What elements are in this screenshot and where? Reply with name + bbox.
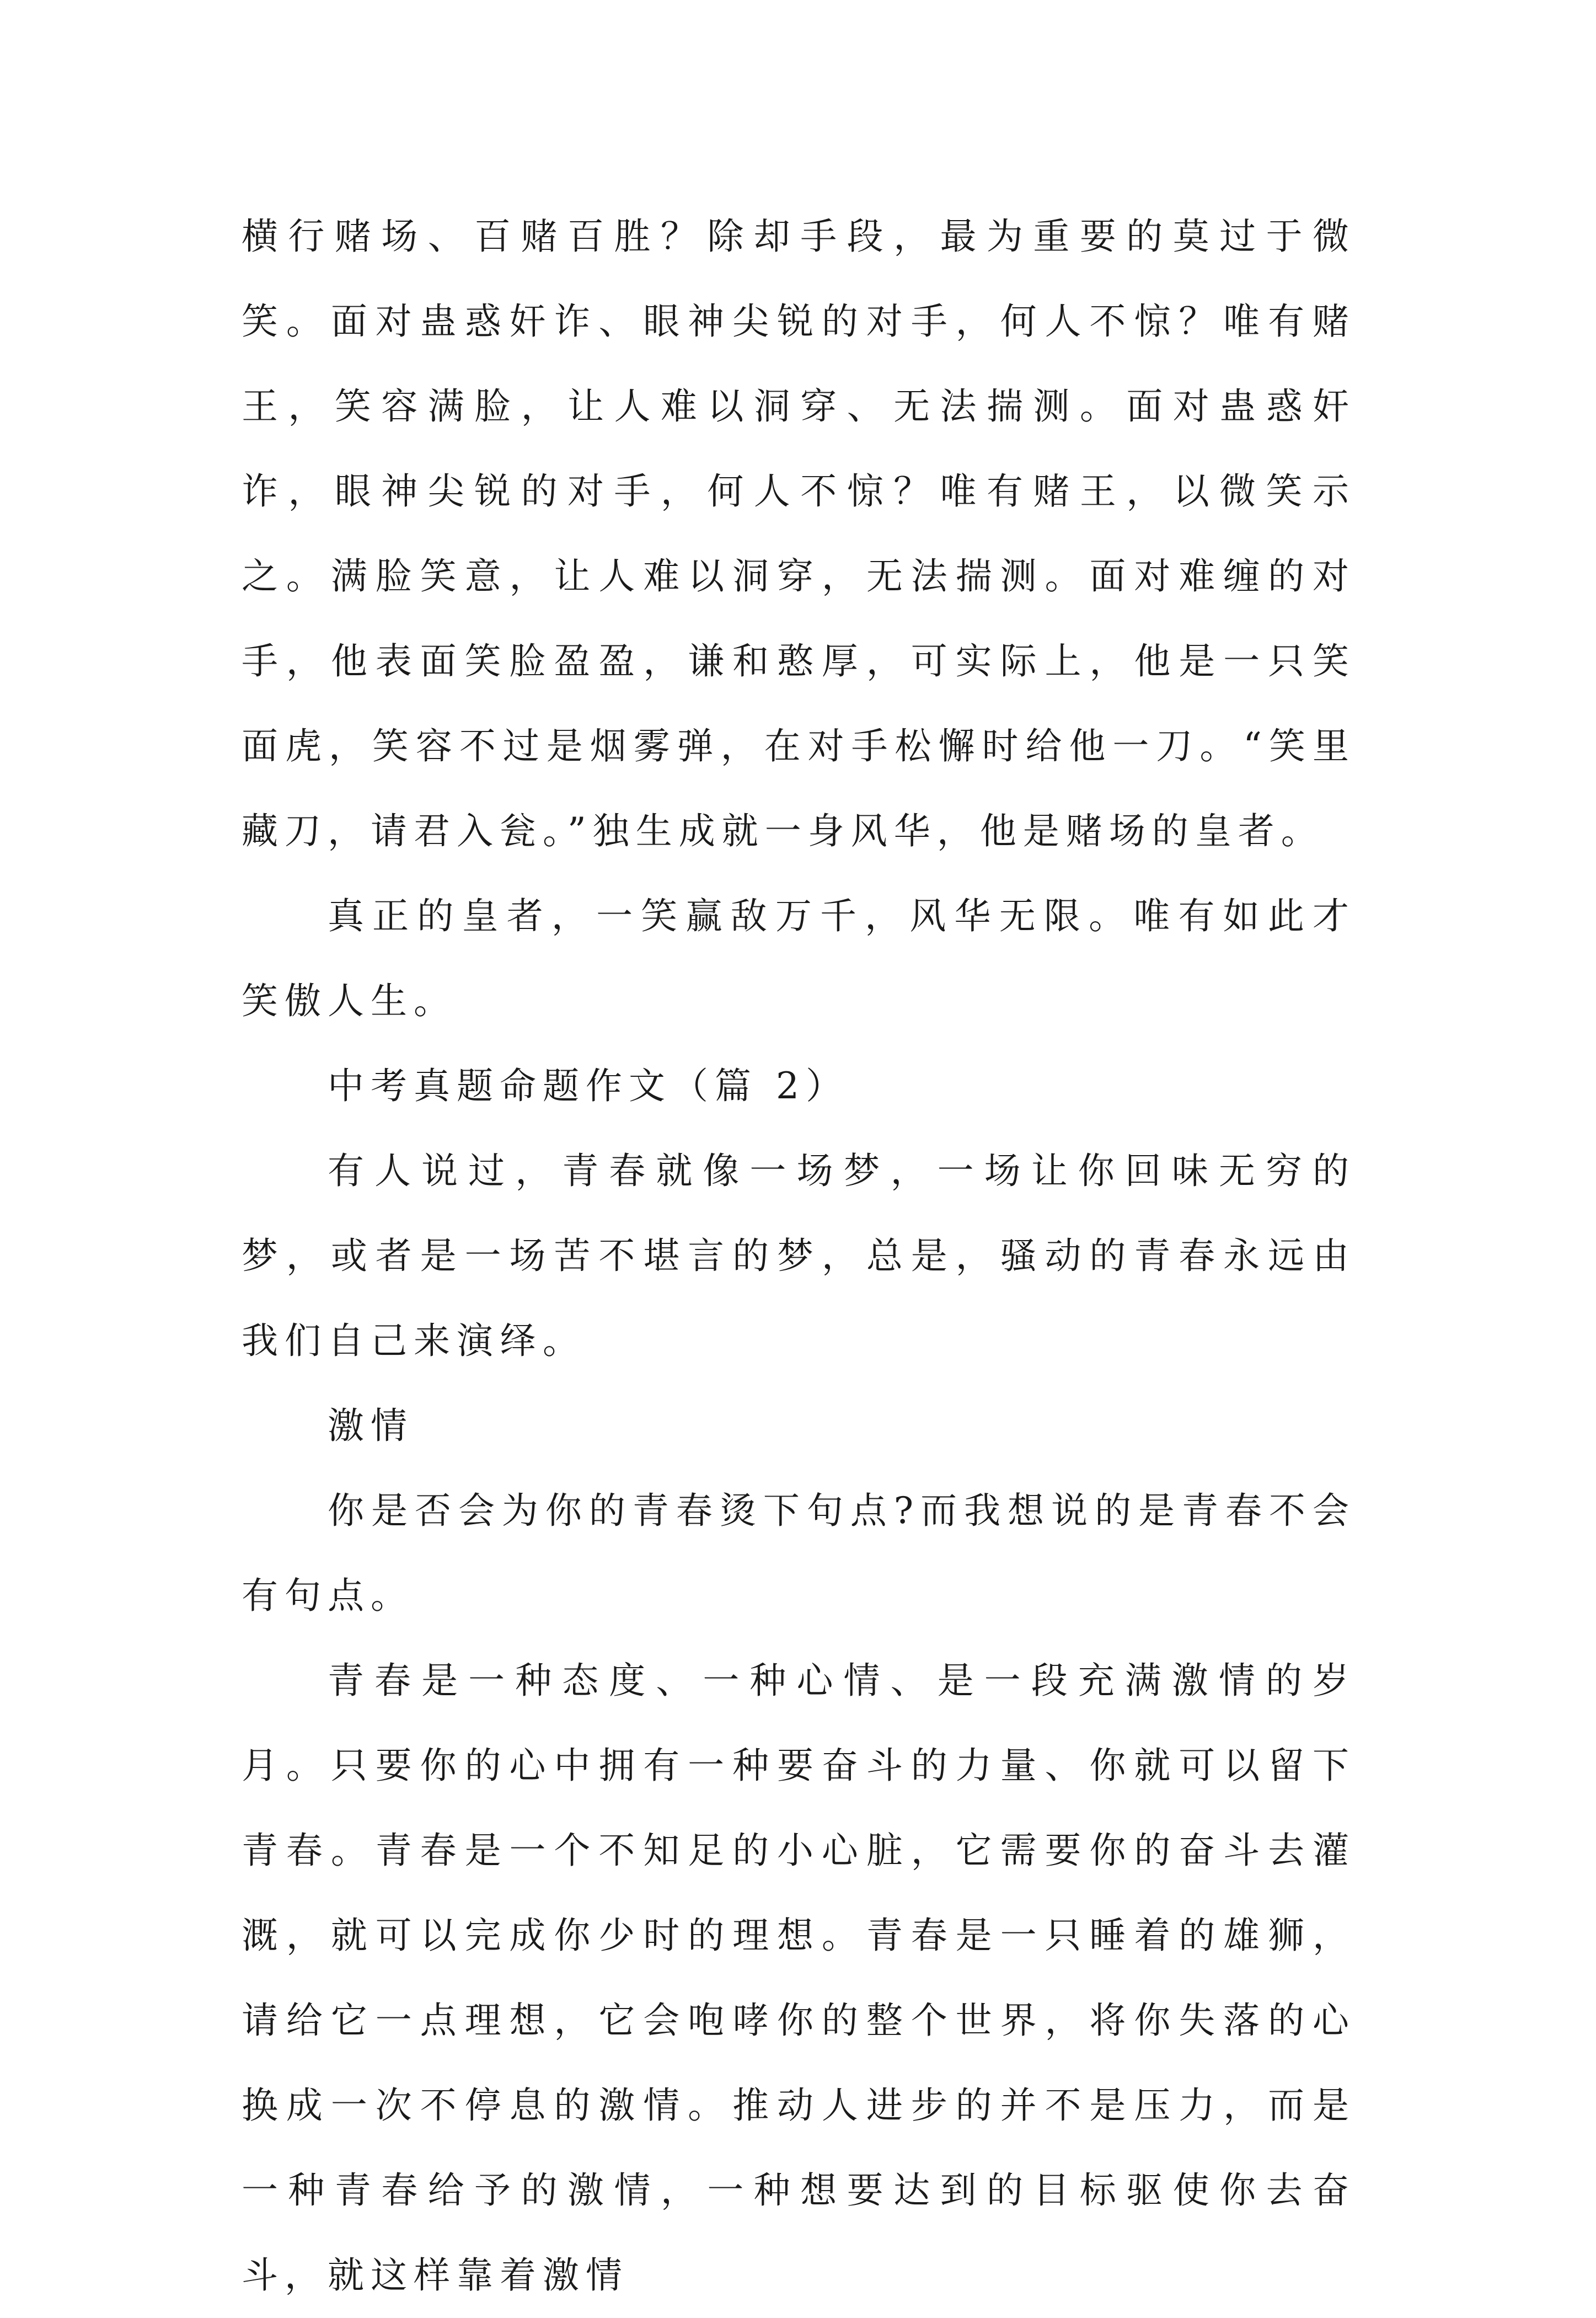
- section-heading-passion: 激情: [328, 1404, 414, 1447]
- document-body: [242, 194, 1356, 2318]
- paragraph-youth-dream: 有人说过，青春就像一场梦，一场让你回味无穷的梦，或者是一场苦不堪言的梦，总是，骚动的青春永远由我们自己来演绎。: [242, 1150, 1356, 1362]
- paragraph-youth-period: 你是否会为你的青春烫下句点?而我想说的是青春不会有句点。: [242, 1489, 1356, 1617]
- paragraph-gambling-king: 横行赌场、百赌百胜？除却手段，最为重要的莫过于微笑。面对蛊惑奸诈、眼神尖锐的对手，何人不惊？唯有赌王，笑容满脸，让人难以洞穿、无法揣测。面对蛊惑奸诈，眼神尖锐的对手，何人不惊？唯有赌王，以微笑示之。满脸笑意，让人难以洞穿，无法揣测。面对难缠的对手，他表面笑脸盈盈，谦和憨厚，可实际上，他是一只笑面虎，笑容不过是烟雾弹，在对手松懈时给他一刀。“笑里藏刀，请君入瓮。”独生成就一身风华，他是赌场的皇者。: [242, 215, 1356, 852]
- essay-title: 中考真题命题作文（篇 2）: [328, 1065, 849, 1107]
- paragraph-youth-attitude: 青春是一种态度、一种心情、是一段充满激情的岁月。只要你的心中拥有一种要奋斗的力量、你就可以留下青春。青春是一个不知足的小心脏，它需要你的奋斗去灌溉，就可以完成你少时的理想。青春是一只睡着的雄狮，请给它一点理想，它会咆哮你的整个世界，将你失落的心换成一次不停息的激情。推动人进步的并不是压力，而是一种青春给予的激情，一种想要达到的目标驱使你去奋斗，就这样靠着激情: [242, 1659, 1356, 2296]
- paragraph-true-king: 真正的皇者，一笑赢敌万千，风华无限。唯有如此才笑傲人生。: [242, 895, 1356, 1022]
